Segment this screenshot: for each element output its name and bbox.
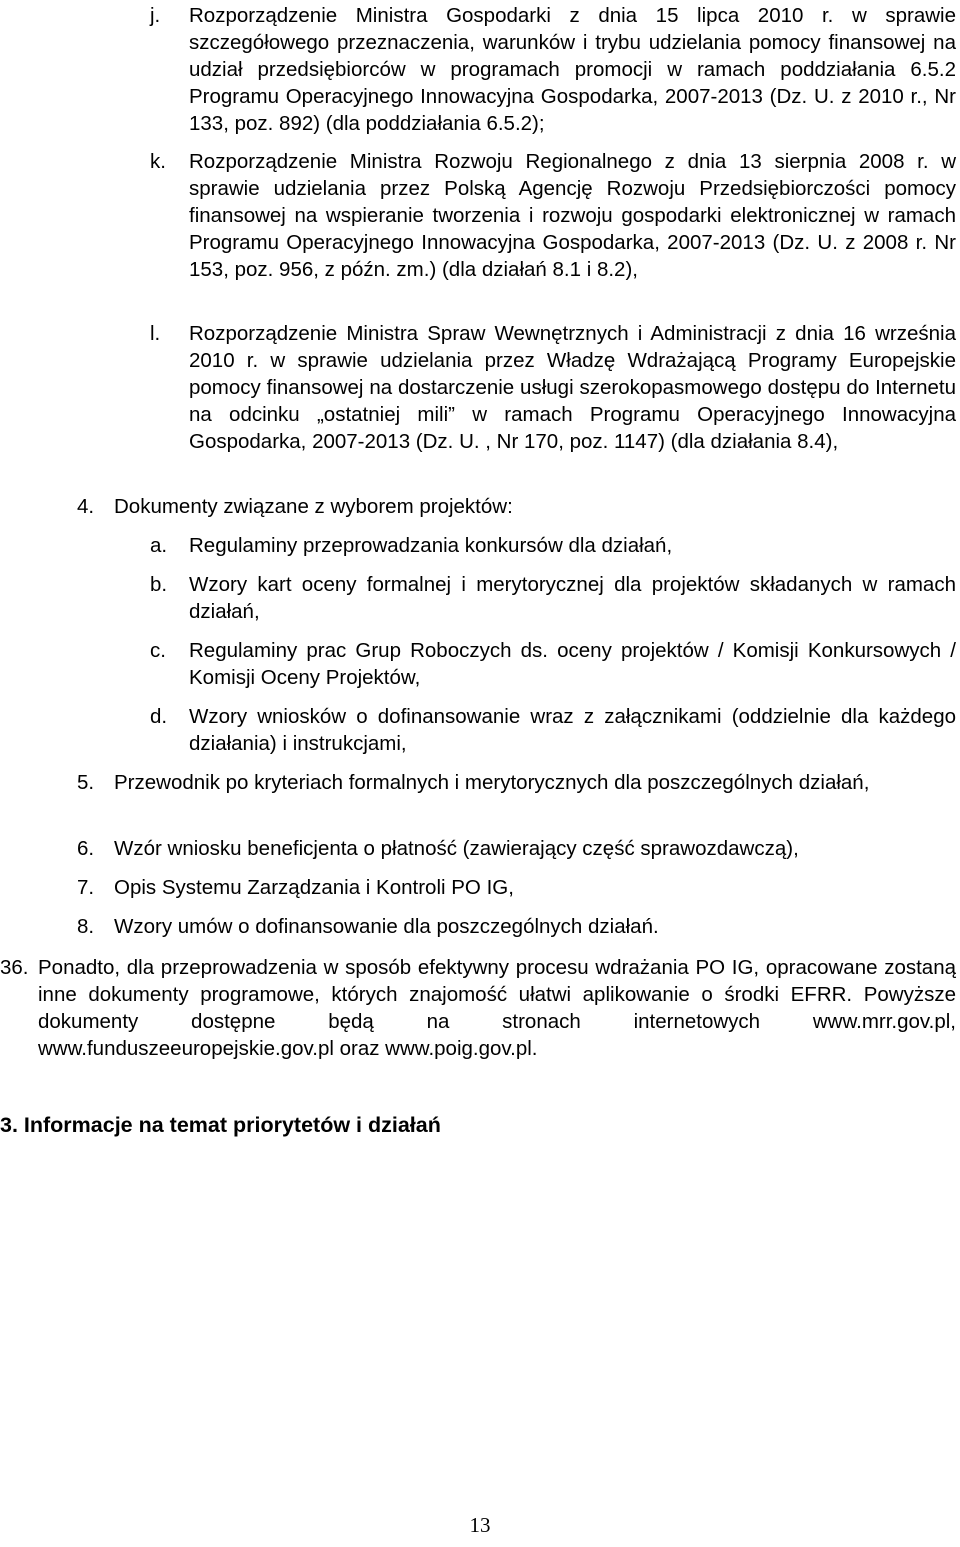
item-marker: 6. bbox=[77, 837, 95, 860]
item-marker: k. bbox=[150, 150, 166, 173]
list-item-7 bbox=[77, 874, 956, 901]
item-text: Dokumenty związane z wyborem projektów: bbox=[114, 495, 513, 518]
sub-item-b bbox=[150, 571, 956, 625]
item-text: Wzory kart oceny formalnej i merytorycznej dla projektów składanych w ramach działań, bbox=[189, 573, 956, 623]
item-marker: 5. bbox=[77, 771, 95, 794]
item-marker: j. bbox=[150, 4, 161, 27]
list-item-4 bbox=[77, 493, 956, 520]
paragraph-36 bbox=[0, 954, 956, 1062]
item-marker: a. bbox=[150, 534, 168, 557]
item-text: Wzór wniosku beneficjenta o płatność (zawierający część sprawozdawczą), bbox=[114, 837, 799, 860]
item-text: Regulaminy przeprowadzania konkursów dla działań, bbox=[189, 534, 673, 557]
item-marker: 7. bbox=[77, 876, 95, 899]
item-text: Przewodnik po kryteriach formalnych i merytorycznych dla poszczególnych działań, bbox=[114, 771, 870, 794]
item-marker: d. bbox=[150, 705, 168, 728]
item-marker: l. bbox=[150, 322, 161, 345]
item-text: Rozporządzenie Ministra Spraw Wewnętrznych i Administracji z dnia 16 września 2010 r. w sprawie udzielania przez Władzę Wdrażającą Programy Europejskie pomocy finansowej na dostarczenie usługi szerokopasmowego dostępu do Internetu na odcinku „ostatniej mili” w ramach Programu Operacyjnego Innowacyjna Gospodarka, 2007-2013 (Dz. U. , Nr 170, poz. 1147) (dla działania 8.4), bbox=[189, 322, 956, 453]
item-marker: 4. bbox=[77, 495, 95, 518]
legal-item-j bbox=[150, 2, 956, 137]
item-text: Rozporządzenie Ministra Gospodarki z dnia 15 lipca 2010 r. w sprawie szczegółowego przeznaczenia, warunków i trybu udzielania pomocy finansowej na udział przedsiębiorców w programach promocji w ramach poddziałania 6.5.2 Programu Operacyjnego Innowacyjna Gospodarka, 2007-2013 (Dz. U. z 2010 r., Nr 133, poz. 892) (dla poddziałania 6.5.2); bbox=[189, 4, 956, 135]
item-marker: 8. bbox=[77, 915, 95, 938]
list-item-6 bbox=[77, 835, 956, 862]
sub-item-a bbox=[150, 532, 956, 559]
list-item-8 bbox=[77, 913, 956, 940]
section-heading: 3. Informacje na temat priorytetów i działań bbox=[0, 1113, 441, 1137]
item-marker: b. bbox=[150, 573, 168, 596]
sub-item-c bbox=[150, 637, 956, 691]
legal-item-k bbox=[150, 148, 956, 283]
item-text: Wzory umów o dofinansowanie dla poszczególnych działań. bbox=[114, 915, 659, 938]
legal-item-l bbox=[150, 320, 956, 455]
paragraph-marker: 36. bbox=[0, 956, 29, 979]
sub-item-d bbox=[150, 703, 956, 757]
item-text: Opis Systemu Zarządzania i Kontroli PO IG, bbox=[114, 876, 514, 899]
list-item-5 bbox=[77, 769, 956, 796]
item-text: Rozporządzenie Ministra Rozwoju Regionalnego z dnia 13 sierpnia 2008 r. w sprawie udzielania przez Polską Agencję Rozwoju Przedsiębiorczości pomocy finansowej na wspieranie tworzenia i rozwoju gospodarki elektronicznej w ramach Programu Operacyjnego Innowacyjna Gospodarka, 2007-2013 (Dz. U. z 2008 r. Nr 153, poz. 956, z późn. zm.) (dla działań 8.1 i 8.2), bbox=[189, 150, 956, 281]
item-text: Wzory wniosków o dofinansowanie wraz z załącznikami (oddzielnie dla każdego działania) i instrukcjami, bbox=[189, 705, 956, 755]
page-number: 13 bbox=[469, 1513, 491, 1537]
item-marker: c. bbox=[150, 639, 166, 662]
paragraph-text: Ponadto, dla przeprowadzenia w sposób efektywny procesu wdrażania PO IG, opracowane zostaną inne dokumenty programowe, których znajomość ułatwi aplikowanie o środki EFRR. Powyższe dokumenty dostępne będą na stronach internetowych www.mrr.gov.pl, www.funduszeeuropejskie.gov.pl oraz www.poig.gov.pl. bbox=[38, 956, 956, 1060]
item-text: Regulaminy prac Grup Roboczych ds. oceny projektów / Komisji Konkursowych / Komisji Oceny Projektów, bbox=[189, 639, 956, 689]
